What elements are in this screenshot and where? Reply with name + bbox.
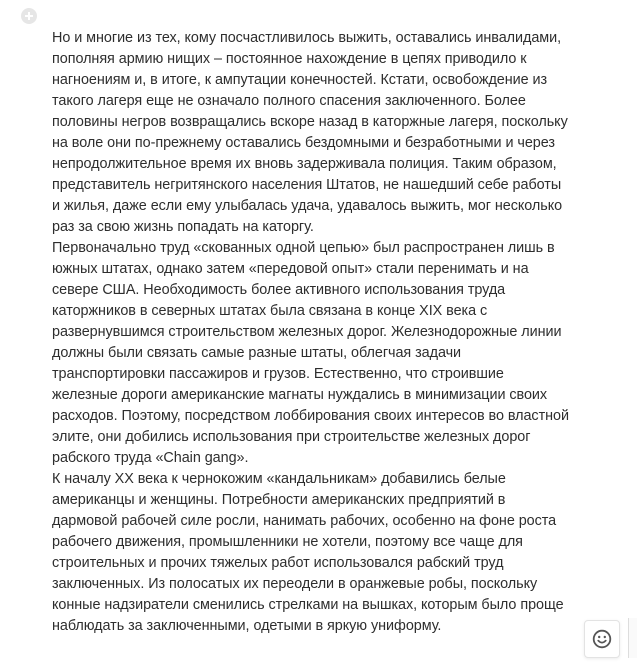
smiley-icon (592, 629, 612, 649)
emoji-reaction-button[interactable] (584, 620, 620, 658)
plus-icon[interactable] (21, 8, 37, 24)
paragraph: Но и многие из тех, кому посчастливилось выжить, оставались инвалидами, пополняя армию нищих – постоянное нахождение в цепях приводило к нагноениям и, в итоге, к ампутации конечностей. Кстати, освобождение из такого лагеря еще не означало полного спасения заключенного. Более половины негров возвращались вскоре назад в каторжные лагеря, поскольку на воле они по-прежнему оставались бездомными и безработными и через непродолжительное время их вновь задерживала полиция. Таким образом, представитель негритянского населения Штатов, не нашедший себе работы и жилья, даже если ему улыбалась удача, удавалось выжить, мог несколько раз за свою жизнь попадать на каторгу. (52, 30, 568, 235)
paragraph: Первоначально труд «скованных одной цепью» был распространен лишь в южных штатах, однако затем «передовой опыт» стали перенимать и на севере США. Необходимость более активного использования труда каторжников в северных штатах была связана в конце XIX века с развернувшимся строительством железных дорог. Железнодорожные линии должны были связать самые разные штаты, облегчая задачи транспортировки пассажиров и грузов. Естественно, что строившие железные дороги американские магнаты нуждались в минимизации своих расходов. Поэтому, посредством лоббирования своих интересов во властной элите, они добились использования при строительстве железных дорог рабского труда «Chain gang». (52, 240, 569, 466)
article-body (52, 28, 572, 637)
paragraph: К началу XX века к чернокожим «кандальникам» добавились белые американцы и женщины. Потребности американских предприятий в дармовой рабочей силе росли, нанимать рабочих, особенно на фоне роста рабочего движения, промышленники не хотели, поэтому все чаще для строительных и прочих тяжелых работ использовался рабский труд заключенных. Из полосатых их переодели в оранжевые робы, поскольку конные надзиратели сменились стрелками на вышках, которым было проще наблюдать за заключенными, одетыми в яркую униформу. (52, 471, 564, 634)
side-panel-edge (628, 618, 637, 658)
